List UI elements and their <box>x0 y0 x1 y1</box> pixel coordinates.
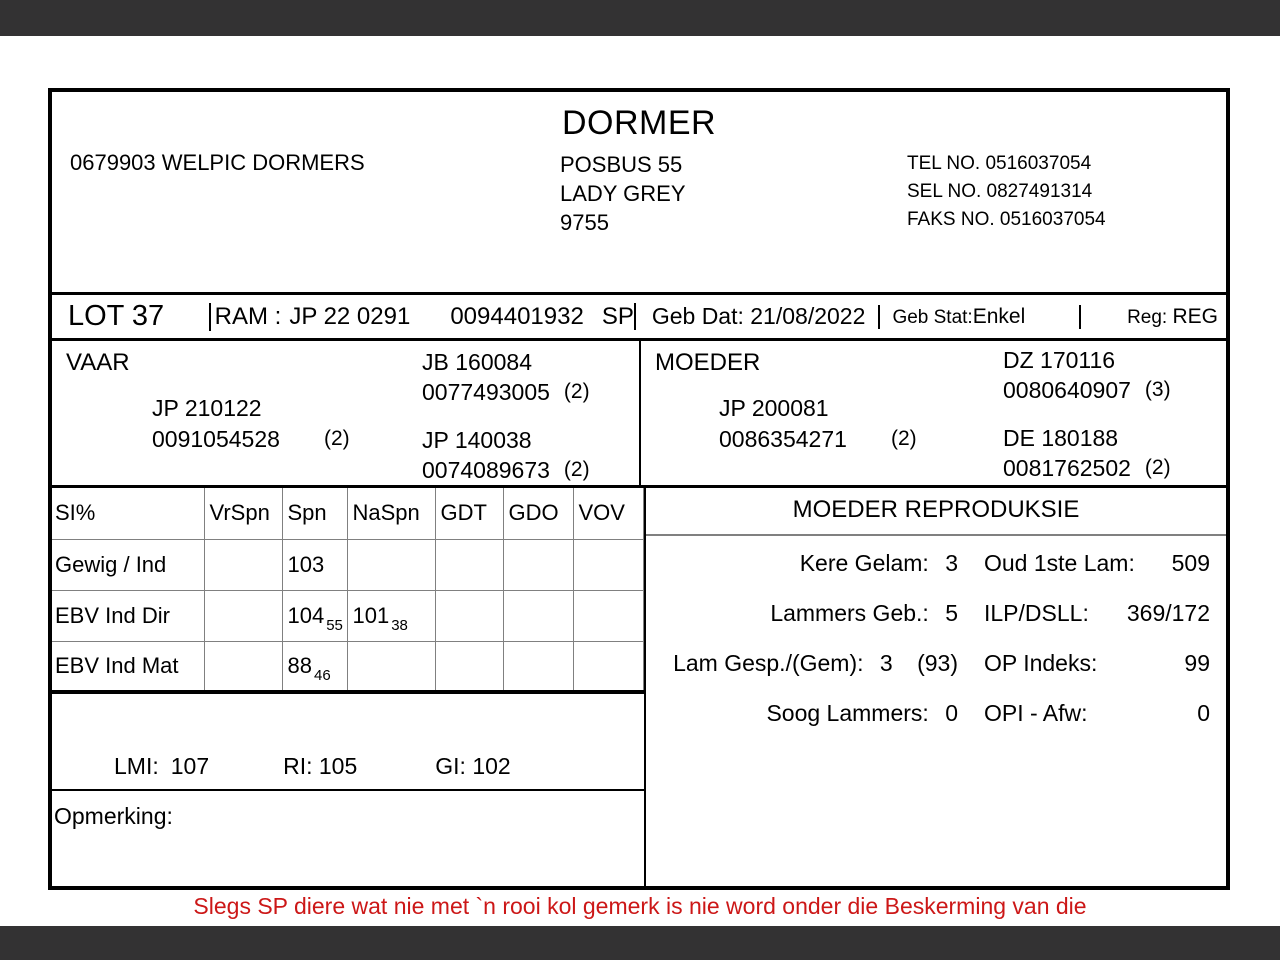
ebvdir-gdo <box>503 590 573 641</box>
op-indeks-value: 99 <box>1184 650 1210 676</box>
gewig-gdo <box>503 539 573 590</box>
sire-parent-count: (2) <box>324 427 350 450</box>
sire-parent <box>152 393 350 455</box>
lammers-geb-value: 5 <box>945 600 958 626</box>
reproduction-title: MOEDER REPRODUKSIE <box>646 488 1226 536</box>
col-header-spn: Spn <box>282 488 347 539</box>
table-row <box>52 590 644 641</box>
fax-line: FAKS NO. 0516037054 <box>907 209 1106 230</box>
lot-number: LOT 37 <box>68 300 165 332</box>
oud-1ste-lam-value: 509 <box>1171 550 1210 576</box>
dam-grandparent-2 <box>1003 423 1171 483</box>
col-header-vrspn: VrSpn <box>204 488 282 539</box>
gewig-gdt <box>435 539 503 590</box>
index-summary-row <box>52 743 644 791</box>
dam-parent-count: (2) <box>891 427 917 450</box>
ebvdir-spn: 104 $_{55}$ <box>282 590 347 641</box>
address-line-1: POSBUS 55 <box>560 152 683 177</box>
ilp-dsll-field <box>964 600 1226 627</box>
lam-gesp-field <box>646 650 964 677</box>
row-label-ebv-mat: EBV Ind Mat <box>52 641 204 692</box>
ram-class-code: SP <box>601 302 634 330</box>
col-header-si: SI% <box>52 488 204 539</box>
animal-record-card <box>48 88 1230 890</box>
dam-gp2-tag: DE 180188 <box>1003 425 1119 451</box>
opi-afw-field <box>964 700 1226 727</box>
dam-grandparent-1 <box>1003 345 1171 405</box>
dam-gp1-id: 0080640907 <box>1003 377 1131 403</box>
table-header-row <box>52 488 644 539</box>
sire-gp2-tag: JP 140038 <box>422 427 532 453</box>
dam-title: MOEDER <box>655 349 761 376</box>
ilp-dsll-label: ILP/DSLL: <box>984 600 1089 626</box>
gewig-spn: 103 <box>282 539 347 590</box>
soog-lammers-label: Soog Lammers: <box>766 700 929 726</box>
registration-value: REG <box>1172 304 1218 328</box>
registration-cell <box>1079 305 1226 329</box>
table-row <box>52 641 644 692</box>
list-item <box>646 550 1226 600</box>
breed-title: DORMER <box>561 104 717 142</box>
kere-gelam-field <box>646 550 964 577</box>
birth-status-cell <box>878 305 1079 329</box>
col-header-gdo: GDO <box>503 488 573 539</box>
index-table <box>52 488 644 694</box>
birth-date-cell <box>634 303 879 330</box>
dam-gp2-count: (2) <box>1144 456 1171 479</box>
sire-grandparent-2 <box>422 425 590 485</box>
ri-value: RI: 105 <box>283 752 358 779</box>
dam-parent <box>719 393 917 455</box>
list-item <box>646 600 1226 650</box>
list-item <box>646 650 1226 700</box>
ebvdir-gdt <box>435 590 503 641</box>
dam-gp2-id: 0081762502 <box>1003 455 1131 481</box>
oud-1ste-lam-label: Oud 1ste Lam: <box>984 550 1135 576</box>
dam-parent-id: 0086354271 <box>719 426 847 452</box>
lower-section <box>52 488 1226 886</box>
reproduction-panel <box>644 488 1226 886</box>
top-letterbox-band <box>0 0 1280 36</box>
ebvdir-vrspn <box>204 590 282 641</box>
sire-pedigree <box>52 341 639 485</box>
sire-title: VAAR <box>66 349 130 376</box>
list-item <box>646 700 1226 750</box>
oud-1ste-lam-field <box>964 550 1226 577</box>
row-label-ebv-dir: EBV Ind Dir <box>52 590 204 641</box>
telephone-line: TEL NO. 0516037054 <box>907 153 1092 174</box>
sire-gp2-count: (2) <box>563 458 590 481</box>
address-line-2: LADY GREY <box>560 181 686 206</box>
sire-gp1-id: 0077493005 <box>422 379 550 405</box>
lam-gesp-value: 3 <box>879 650 893 676</box>
postal-address <box>560 150 686 237</box>
gewig-vrspn <box>204 539 282 590</box>
birth-status-label: Geb Stat: <box>892 306 973 328</box>
row-label-gewig: Gewig / Ind <box>52 539 204 590</box>
ilp-dsll-value: 369/172 <box>1126 600 1210 626</box>
dam-gp1-tag: DZ 170116 <box>1003 347 1116 373</box>
ebvmat-vov <box>573 641 644 692</box>
op-indeks-field <box>964 650 1226 677</box>
ebvdir-vov <box>573 590 644 641</box>
remarks-label: Opmerking: <box>54 803 173 829</box>
lam-gesp-label: Lam Gesp./(Gem): <box>673 650 864 676</box>
ebvmat-gdo <box>503 641 573 692</box>
lammers-geb-field <box>646 600 964 627</box>
opi-afw-label: OPI - Afw: <box>984 700 1088 726</box>
gi-value: GI: 102 <box>435 752 511 779</box>
remarks-field <box>52 791 644 830</box>
lmi-label: LMI: <box>114 752 159 779</box>
birth-date-label: Geb Dat: <box>651 303 744 329</box>
gewig-vov <box>573 539 644 590</box>
breeder-line: 0679903 WELPIC DORMERS <box>70 150 365 175</box>
kere-gelam-label: Kere Gelam: <box>799 550 929 576</box>
table-row <box>52 539 644 590</box>
col-header-gdt: GDT <box>435 488 503 539</box>
ebvdir-naspn: 101 $_{38}$ <box>347 590 435 641</box>
lmi-value: 107 <box>170 752 210 779</box>
ebvmat-gdt <box>435 641 503 692</box>
birth-date-value: 21/08/2022 <box>750 303 866 329</box>
ebvmat-vrspn <box>204 641 282 692</box>
op-indeks-label: OP Indeks: <box>984 650 1098 676</box>
registration-label: Reg: <box>1127 306 1168 328</box>
cellphone-line: SEL NO. 0827491314 <box>907 181 1093 202</box>
sire-parent-tag: JP 210122 <box>152 395 262 421</box>
lot-identification-row <box>52 292 1226 341</box>
footer-disclaimer: Slegs SP diere wat nie met `n rooi kol gemerk is nie word onder die Beskerming van die <box>193 893 1087 919</box>
opi-afw-value: 0 <box>1197 700 1210 726</box>
sire-gp2-id: 0074089673 <box>422 457 550 483</box>
ram-tag: JP 22 0291 <box>289 302 411 330</box>
contact-details <box>907 150 1106 234</box>
ram-label: RAM : <box>214 302 282 330</box>
dam-gp1-count: (3) <box>1144 378 1171 401</box>
birth-status-value: Enkel <box>972 304 1026 328</box>
ebvmat-spn: 88 $_{46}$ <box>282 641 347 692</box>
ram-id-number: 0094401932 <box>450 302 584 330</box>
sire-grandparent-1 <box>422 347 590 407</box>
gewig-naspn <box>347 539 435 590</box>
address-line-3: 9755 <box>560 210 609 235</box>
soog-lammers-field <box>646 700 964 727</box>
index-panel <box>52 488 644 886</box>
col-header-vov: VOV <box>573 488 644 539</box>
pedigree-section <box>52 341 1226 488</box>
lam-gesp-average: (93) <box>917 650 958 676</box>
col-header-naspn: NaSpn <box>347 488 435 539</box>
sire-parent-id: 0091054528 <box>152 426 280 452</box>
soog-lammers-value: 0 <box>945 700 958 726</box>
dam-pedigree <box>639 341 1226 485</box>
bottom-letterbox-band <box>0 926 1280 960</box>
sire-gp1-count: (2) <box>563 380 590 403</box>
lammers-geb-label: Lammers Geb.: <box>770 600 929 626</box>
ebvmat-naspn <box>347 641 435 692</box>
reproduction-rows <box>646 536 1226 750</box>
kere-gelam-value: 3 <box>945 550 958 576</box>
card-header <box>52 92 1226 292</box>
dam-parent-tag: JP 200081 <box>719 395 829 421</box>
ram-identification <box>209 303 634 331</box>
sire-gp1-tag: JB 160084 <box>422 349 532 375</box>
